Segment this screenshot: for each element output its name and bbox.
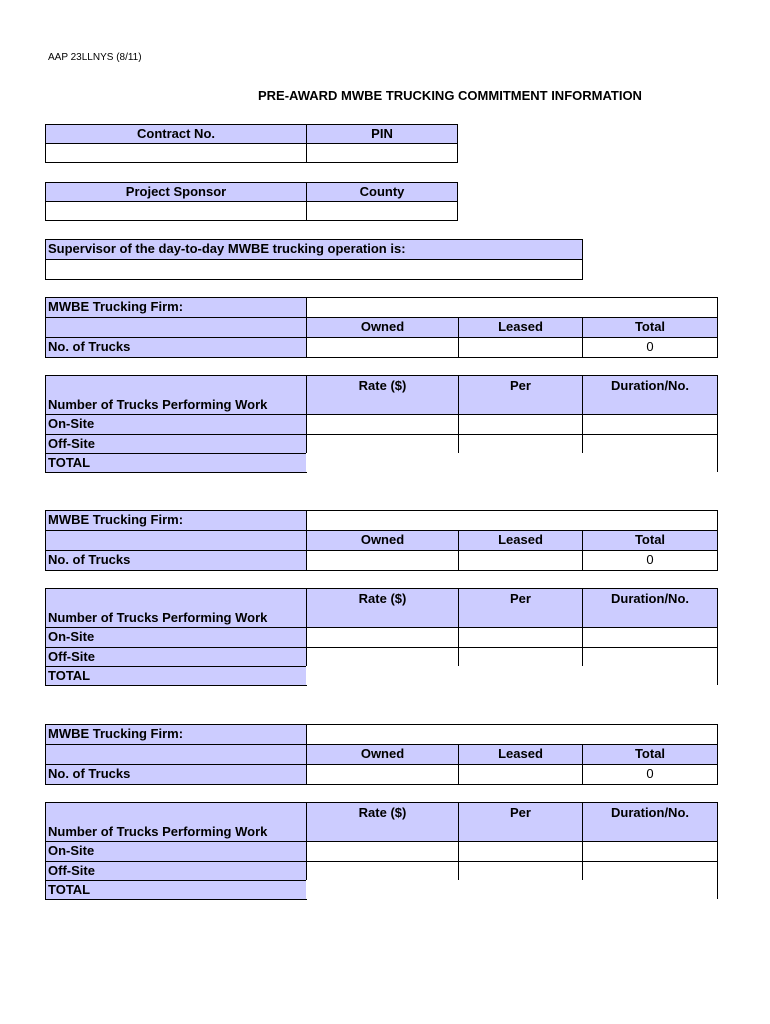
total-value: 0: [582, 550, 718, 571]
total-row-field[interactable]: [306, 453, 718, 472]
work-label: Number of Trucks Performing Work: [45, 375, 307, 415]
duration-label: Duration/No.: [582, 375, 718, 415]
total-row-label: TOTAL: [45, 880, 307, 900]
onsite-per-field[interactable]: [458, 627, 583, 648]
offsite-per-field[interactable]: [458, 434, 583, 455]
onsite-label: On-Site: [45, 627, 307, 648]
work-label: Number of Trucks Performing Work: [45, 588, 307, 628]
owned-field[interactable]: [306, 337, 459, 358]
offsite-label: Off-Site: [45, 434, 307, 455]
owned-label: Owned: [306, 530, 459, 551]
supervisor-field[interactable]: [45, 259, 583, 280]
page-title: PRE-AWARD MWBE TRUCKING COMMITMENT INFORMATION: [258, 88, 642, 103]
total-row-label: TOTAL: [45, 666, 307, 686]
total-value: 0: [582, 764, 718, 785]
leased-label: Leased: [458, 530, 583, 551]
onsite-per-field[interactable]: [458, 841, 583, 862]
rate-label: Rate ($): [306, 375, 459, 415]
total-row-field[interactable]: [306, 880, 718, 899]
firm-header-blank: [45, 530, 307, 551]
per-label: Per: [458, 802, 583, 842]
contract-no-field[interactable]: [45, 143, 307, 163]
offsite-label: Off-Site: [45, 861, 307, 882]
firm-header-blank: [45, 744, 307, 765]
onsite-label: On-Site: [45, 414, 307, 435]
leased-label: Leased: [458, 744, 583, 765]
trucks-label: No. of Trucks: [45, 550, 307, 571]
trucks-label: No. of Trucks: [45, 764, 307, 785]
onsite-rate-field[interactable]: [306, 414, 459, 435]
firm-name-field[interactable]: [306, 724, 718, 745]
onsite-rate-field[interactable]: [306, 627, 459, 648]
leased-field[interactable]: [458, 764, 583, 785]
per-label: Per: [458, 375, 583, 415]
firm-label: MWBE Trucking Firm:: [45, 510, 307, 531]
pin-field[interactable]: [306, 143, 458, 163]
rate-label: Rate ($): [306, 588, 459, 628]
contract-no-label: Contract No.: [45, 124, 307, 144]
duration-label: Duration/No.: [582, 802, 718, 842]
offsite-per-field[interactable]: [458, 861, 583, 882]
onsite-label: On-Site: [45, 841, 307, 862]
total-row-label: TOTAL: [45, 453, 307, 473]
county-field[interactable]: [306, 201, 458, 221]
project-sponsor-field[interactable]: [45, 201, 307, 221]
leased-field[interactable]: [458, 550, 583, 571]
onsite-rate-field[interactable]: [306, 841, 459, 862]
rate-label: Rate ($): [306, 802, 459, 842]
work-label: Number of Trucks Performing Work: [45, 802, 307, 842]
pin-label: PIN: [306, 124, 458, 144]
trucks-label: No. of Trucks: [45, 337, 307, 358]
firm-label: MWBE Trucking Firm:: [45, 724, 307, 745]
firm-name-field[interactable]: [306, 510, 718, 531]
offsite-rate-field[interactable]: [306, 861, 459, 882]
offsite-label: Off-Site: [45, 647, 307, 668]
firm-header-blank: [45, 317, 307, 338]
onsite-duration-field[interactable]: [582, 627, 718, 648]
duration-label: Duration/No.: [582, 588, 718, 628]
offsite-duration-field[interactable]: [582, 647, 718, 668]
onsite-per-field[interactable]: [458, 414, 583, 435]
total-label: Total: [582, 317, 718, 338]
firm-label: MWBE Trucking Firm:: [45, 297, 307, 318]
leased-field[interactable]: [458, 337, 583, 358]
offsite-duration-field[interactable]: [582, 861, 718, 882]
per-label: Per: [458, 588, 583, 628]
owned-field[interactable]: [306, 550, 459, 571]
total-label: Total: [582, 530, 718, 551]
total-label: Total: [582, 744, 718, 765]
supervisor-label: Supervisor of the day-to-day MWBE trucking operation is:: [45, 239, 583, 260]
form-code: AAP 23LLNYS (8/11): [48, 52, 142, 63]
offsite-rate-field[interactable]: [306, 647, 459, 668]
owned-label: Owned: [306, 744, 459, 765]
county-label: County: [306, 182, 458, 202]
total-value: 0: [582, 337, 718, 358]
offsite-per-field[interactable]: [458, 647, 583, 668]
onsite-duration-field[interactable]: [582, 414, 718, 435]
owned-field[interactable]: [306, 764, 459, 785]
offsite-rate-field[interactable]: [306, 434, 459, 455]
project-sponsor-label: Project Sponsor: [45, 182, 307, 202]
onsite-duration-field[interactable]: [582, 841, 718, 862]
total-row-field[interactable]: [306, 666, 718, 685]
offsite-duration-field[interactable]: [582, 434, 718, 455]
leased-label: Leased: [458, 317, 583, 338]
firm-name-field[interactable]: [306, 297, 718, 318]
owned-label: Owned: [306, 317, 459, 338]
